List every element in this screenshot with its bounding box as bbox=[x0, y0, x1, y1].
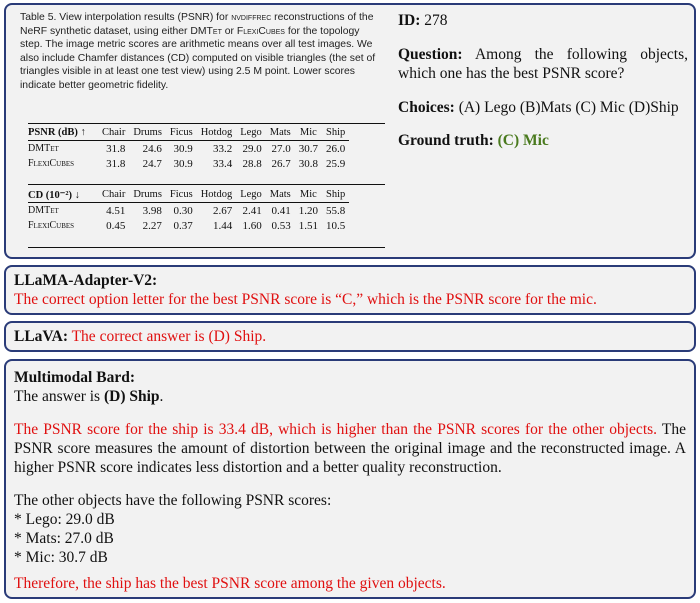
method-name: FlexiCubes bbox=[28, 220, 75, 231]
model-name: LLaVA: bbox=[14, 328, 68, 345]
col-header: Drums bbox=[129, 125, 166, 141]
table-top-rule bbox=[28, 123, 385, 124]
col-header: Ship bbox=[322, 187, 349, 203]
cell: 30.7 bbox=[298, 142, 319, 155]
table-row bbox=[28, 141, 349, 157]
caption-dmtet: DMTet bbox=[190, 25, 222, 37]
table-bottom-rule bbox=[28, 247, 385, 248]
col-header: Ficus bbox=[166, 187, 197, 203]
table-row bbox=[28, 156, 349, 171]
cell: 2.41 bbox=[242, 204, 262, 217]
question-text: Among the following objects, which one has the best PSNR score? bbox=[398, 46, 688, 82]
answer-choice: (D) Ship bbox=[103, 388, 160, 405]
ground-truth-value: (C) Mic bbox=[497, 132, 549, 149]
cd-table bbox=[28, 187, 349, 233]
caption-text-4: for the topology step. The image metric scores are arithmetic means over all test images. We also include Chamfer distances (CD) computed on visible triangles (the set of triangles visible in at least one test view) using 2.5 M point. Lower scores indicate better geometric fidelity. bbox=[20, 25, 376, 91]
question-label: Question: bbox=[398, 46, 463, 63]
caption-text-2: reconstructions of the NeRF synthetic dataset, using either bbox=[20, 12, 374, 37]
col-header: Chair bbox=[98, 187, 129, 203]
method-name: DMTet bbox=[28, 205, 59, 216]
ground-truth bbox=[398, 131, 688, 150]
id-value: 278 bbox=[424, 12, 448, 29]
psnr-metric-label: PSNR (dB) ↑ bbox=[28, 125, 98, 141]
list-item: * Mic: 30.7 dB bbox=[14, 549, 108, 566]
id-label: ID: bbox=[398, 12, 421, 29]
cell: 0.30 bbox=[173, 204, 193, 217]
col-header: Ficus bbox=[166, 125, 197, 141]
col-header: Ship bbox=[322, 125, 349, 141]
psnr-header-row bbox=[28, 125, 349, 141]
model-answer: The correct option letter for the best PSNR score is “C,” which is the PSNR score for the mic. bbox=[14, 291, 597, 308]
cell: 30.9 bbox=[173, 157, 193, 170]
table-row bbox=[28, 218, 349, 233]
cell: 33.2 bbox=[212, 142, 233, 155]
cell: 55.8 bbox=[326, 204, 346, 217]
cell: 24.7 bbox=[142, 157, 162, 170]
answer-suffix: . bbox=[159, 388, 164, 405]
choices-label: Choices: bbox=[398, 99, 455, 116]
col-header: Mats bbox=[266, 125, 295, 141]
method-name: FlexiCubes bbox=[28, 158, 75, 169]
model-name: Multimodal Bard: bbox=[14, 369, 135, 386]
choices-text: (A) Lego (B)Mats (C) Mic (D)Ship bbox=[458, 99, 679, 116]
model-answer: The correct answer is (D) Ship. bbox=[71, 328, 267, 345]
cell: 30.8 bbox=[298, 157, 319, 170]
col-header: Mats bbox=[266, 187, 295, 203]
cell: 0.41 bbox=[271, 204, 291, 217]
caption-text-3: or bbox=[221, 25, 237, 37]
caption-flexicubes: FlexiCubes bbox=[236, 25, 285, 37]
cd-header-row bbox=[28, 187, 349, 203]
psnr-table bbox=[28, 125, 349, 171]
cell: 29.0 bbox=[242, 142, 262, 155]
cell: 3.98 bbox=[142, 204, 162, 217]
cell: 1.60 bbox=[242, 219, 262, 232]
cell: 25.9 bbox=[326, 157, 346, 170]
bard-conclusion: Therefore, the ship has the best PSNR score among the given objects. bbox=[14, 575, 446, 592]
bard-explanation bbox=[14, 420, 686, 477]
cell: 1.44 bbox=[212, 219, 233, 232]
table-mid-rule bbox=[28, 184, 385, 185]
question-panel bbox=[4, 3, 696, 259]
cell: 0.53 bbox=[271, 219, 291, 232]
table-caption bbox=[20, 11, 380, 93]
question bbox=[398, 45, 688, 83]
method-name: DMTet bbox=[28, 143, 59, 154]
cell: 2.27 bbox=[142, 219, 162, 232]
caption-text-1: Table 5. View interpolation results (PSNR) for bbox=[20, 12, 232, 23]
cell: 26.0 bbox=[326, 142, 346, 155]
llama-adapter-response bbox=[4, 265, 696, 315]
list-item: * Lego: 29.0 dB bbox=[14, 511, 115, 528]
cell: 0.37 bbox=[173, 219, 193, 232]
bard-response bbox=[4, 359, 696, 599]
cell: 27.0 bbox=[271, 142, 291, 155]
cd-metric-label: CD (10⁻²) ↓ bbox=[28, 187, 98, 203]
cell: 2.67 bbox=[212, 204, 233, 217]
llava-response bbox=[4, 321, 696, 352]
choices bbox=[398, 98, 698, 117]
col-header: Drums bbox=[129, 187, 166, 203]
cell: 31.8 bbox=[106, 142, 126, 155]
model-name: LLaMA-Adapter-V2: bbox=[14, 272, 158, 289]
bard-answer-line bbox=[14, 387, 686, 406]
cell: 0.45 bbox=[106, 219, 126, 232]
explanation-text: The PSNR score measures the amount of distortion between the original image and the reconstructed image. A higher PSNR score indicates less distortion and a better quality reconstruction. bbox=[14, 421, 686, 476]
cell: 30.9 bbox=[173, 142, 193, 155]
col-header: Lego bbox=[236, 125, 266, 141]
answer-prefix: The answer is bbox=[14, 388, 104, 405]
list-item: * Mats: 27.0 dB bbox=[14, 530, 114, 547]
cell: 33.4 bbox=[212, 157, 233, 170]
cell: 1.51 bbox=[298, 219, 319, 232]
col-header: Lego bbox=[236, 187, 266, 203]
col-header: Mic bbox=[295, 187, 322, 203]
col-header: Hotdog bbox=[197, 187, 237, 203]
caption-nvdiffrec: nvdiffrec bbox=[231, 12, 272, 23]
problem-id bbox=[398, 11, 688, 30]
ground-truth-label: Ground truth: bbox=[398, 132, 494, 149]
col-header: Mic bbox=[295, 125, 322, 141]
cell: 24.6 bbox=[142, 142, 162, 155]
cell: 4.51 bbox=[106, 204, 126, 217]
cell: 26.7 bbox=[271, 157, 291, 170]
explanation-red: The PSNR score for the ship is 33.4 dB, which is higher than the PSNR scores for the other objects. bbox=[14, 421, 658, 438]
bard-score-list bbox=[14, 491, 686, 567]
cell: 31.8 bbox=[106, 157, 126, 170]
col-header: Hotdog bbox=[197, 125, 237, 141]
list-intro: The other objects have the following PSNR scores: bbox=[14, 492, 332, 509]
cell: 10.5 bbox=[326, 219, 346, 232]
col-header: Chair bbox=[98, 125, 129, 141]
cell: 28.8 bbox=[242, 157, 262, 170]
table-row bbox=[28, 203, 349, 219]
cell: 1.20 bbox=[298, 204, 319, 217]
